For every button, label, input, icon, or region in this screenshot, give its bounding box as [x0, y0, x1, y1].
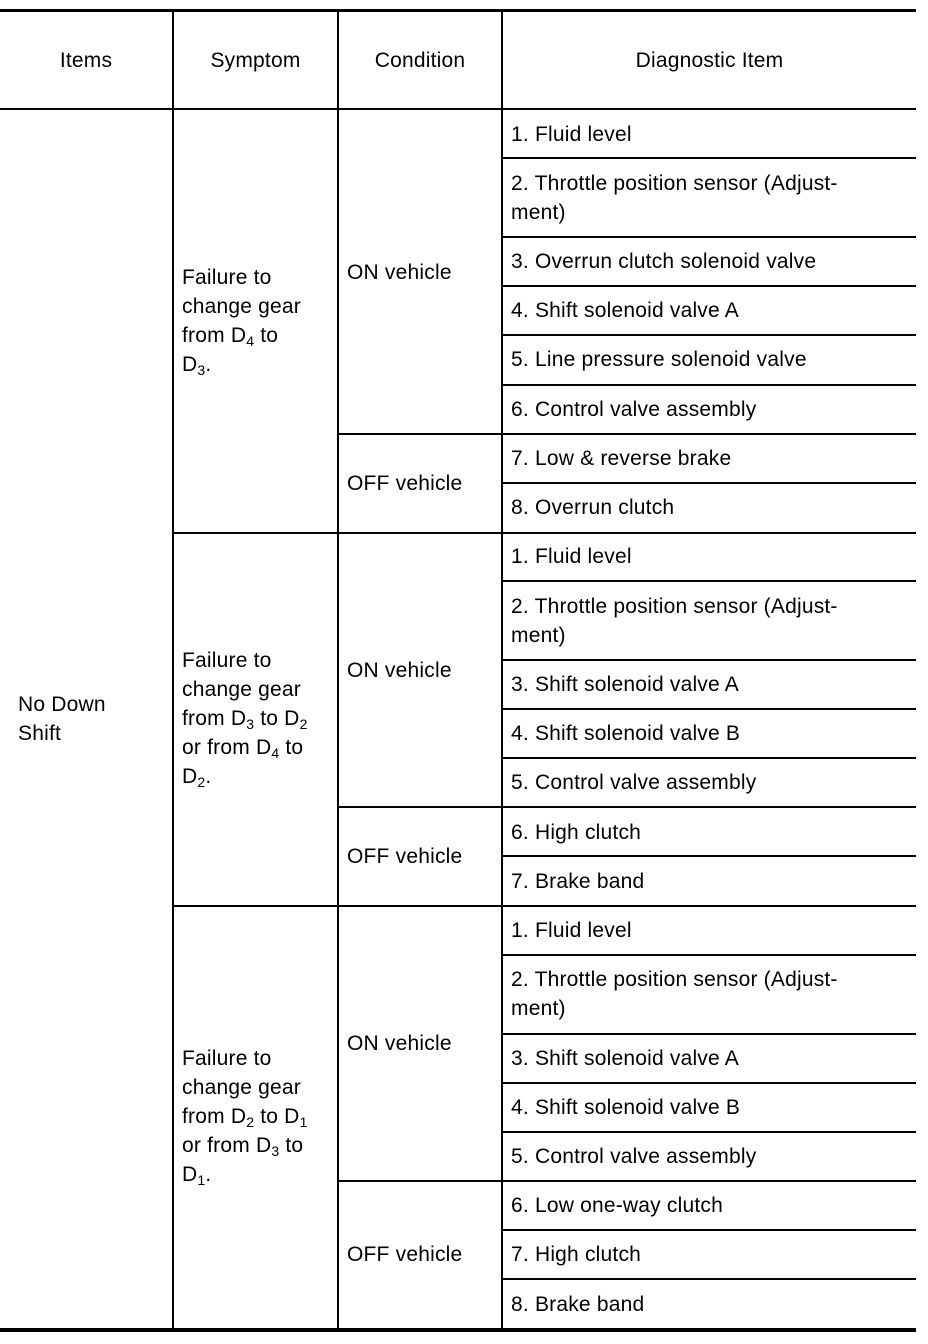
- symptom-3-line-1: Failure to: [182, 1047, 272, 1070]
- diagnostic-item: 2. Throttle position sensor (Adjust-: [511, 172, 838, 195]
- condition-on-3: ON vehicle: [347, 1032, 452, 1055]
- diagnostic-item: 3. Overrun clutch solenoid valve: [511, 250, 817, 273]
- diagnostic-item-continued: ment): [511, 624, 566, 647]
- row-separator: [501, 334, 916, 336]
- diagnostic-item: 7. Brake band: [511, 870, 645, 893]
- table-border-bottom: [0, 1328, 916, 1332]
- row-separator: [501, 659, 916, 661]
- symptom-2-line-3: from $D_3$ to $D_2$: [182, 707, 308, 732]
- row-separator: [501, 384, 916, 386]
- condition-on-1: ON vehicle: [347, 261, 452, 284]
- condition-separator-2: [337, 806, 916, 808]
- symptom-2-line-4: or from $D_4$ to: [182, 736, 304, 761]
- condition-on-2: ON vehicle: [347, 659, 452, 682]
- table-border-top: [0, 9, 916, 12]
- condition-separator-3: [337, 1180, 916, 1182]
- diagnostic-item: 2. Throttle position sensor (Adjust-: [511, 595, 838, 618]
- header-items: Items: [59, 49, 113, 72]
- diagnostic-item: 7. Low & reverse brake: [511, 447, 732, 470]
- column-divider-3: [501, 9, 503, 1332]
- diagnostic-item-continued: ment): [511, 201, 566, 224]
- item-label-line-1: No Down: [18, 693, 106, 716]
- diagnostic-item-continued: ment): [511, 997, 566, 1020]
- symptom-1-line-2: change gear: [182, 295, 301, 318]
- group-separator-2: [172, 905, 916, 907]
- row-separator: [501, 954, 916, 956]
- diagnostic-item: 8. Overrun clutch: [511, 496, 675, 519]
- diagnostic-item: 4. Shift solenoid valve B: [511, 722, 741, 745]
- group-separator-1: [172, 532, 916, 534]
- row-separator: [501, 1033, 916, 1035]
- header-diagnostic-item: Diagnostic Item: [635, 49, 784, 72]
- row-separator: [501, 580, 916, 582]
- header-symptom: Symptom: [210, 49, 301, 72]
- column-divider-1: [172, 9, 174, 1332]
- diagnostic-item: 2. Throttle position sensor (Adjust-: [511, 968, 838, 991]
- row-separator: [501, 1131, 916, 1133]
- diagnostic-item: 8. Brake band: [511, 1293, 645, 1316]
- condition-off-1: OFF vehicle: [347, 472, 463, 495]
- diagnostic-item: 6. Control valve assembly: [511, 398, 757, 421]
- symptom-1-line-3: from $D_4$ to: [182, 324, 279, 349]
- row-separator: [501, 855, 916, 857]
- diagnostic-item: 1. Fluid level: [511, 919, 632, 942]
- diagnostic-item: 3. Shift solenoid valve A: [511, 673, 739, 696]
- diagnostic-item: 7. High clutch: [511, 1243, 642, 1266]
- symptom-3-line-4: or from $D_3$ to: [182, 1134, 304, 1159]
- row-separator: [501, 1278, 916, 1280]
- row-separator: [501, 157, 916, 159]
- symptom-1-line-4: $D_3$.: [182, 353, 212, 378]
- header-divider: [0, 108, 916, 110]
- diagnostic-item: 1. Fluid level: [511, 545, 632, 568]
- row-separator: [501, 708, 916, 710]
- row-separator: [501, 1082, 916, 1084]
- diagnostic-item: 4. Shift solenoid valve A: [511, 299, 739, 322]
- condition-separator-1: [337, 433, 916, 435]
- diagnostic-item: 5. Line pressure solenoid valve: [511, 348, 807, 371]
- condition-off-2: OFF vehicle: [347, 845, 463, 868]
- symptom-3-line-5: $D_1$.: [182, 1163, 212, 1188]
- row-separator: [501, 236, 916, 238]
- item-label-line-2: Shift: [18, 722, 62, 745]
- diagnostic-item: 1. Fluid level: [511, 123, 632, 146]
- diagnostic-item: 6. High clutch: [511, 821, 642, 844]
- row-separator: [501, 482, 916, 484]
- diagnostic-item: 6. Low one-way clutch: [511, 1194, 723, 1217]
- symptom-2-line-1: Failure to: [182, 649, 272, 672]
- diagnostic-item: 4. Shift solenoid valve B: [511, 1096, 741, 1119]
- symptom-2-line-5: $D_2$.: [182, 765, 212, 790]
- symptom-1-line-1: Failure to: [182, 266, 272, 289]
- column-divider-2: [337, 9, 339, 1332]
- diagnostic-item: 5. Control valve assembly: [511, 771, 757, 794]
- diagnostic-item: 5. Control valve assembly: [511, 1145, 757, 1168]
- symptom-3-line-2: change gear: [182, 1076, 301, 1099]
- row-separator: [501, 757, 916, 759]
- row-separator: [501, 1229, 916, 1231]
- symptom-2-line-2: change gear: [182, 678, 301, 701]
- diagnostic-item: 3. Shift solenoid valve A: [511, 1047, 739, 1070]
- row-separator: [501, 285, 916, 287]
- condition-off-3: OFF vehicle: [347, 1243, 463, 1266]
- header-condition: Condition: [374, 49, 466, 72]
- symptom-3-line-3: from $D_2$ to $D_1$: [182, 1105, 308, 1130]
